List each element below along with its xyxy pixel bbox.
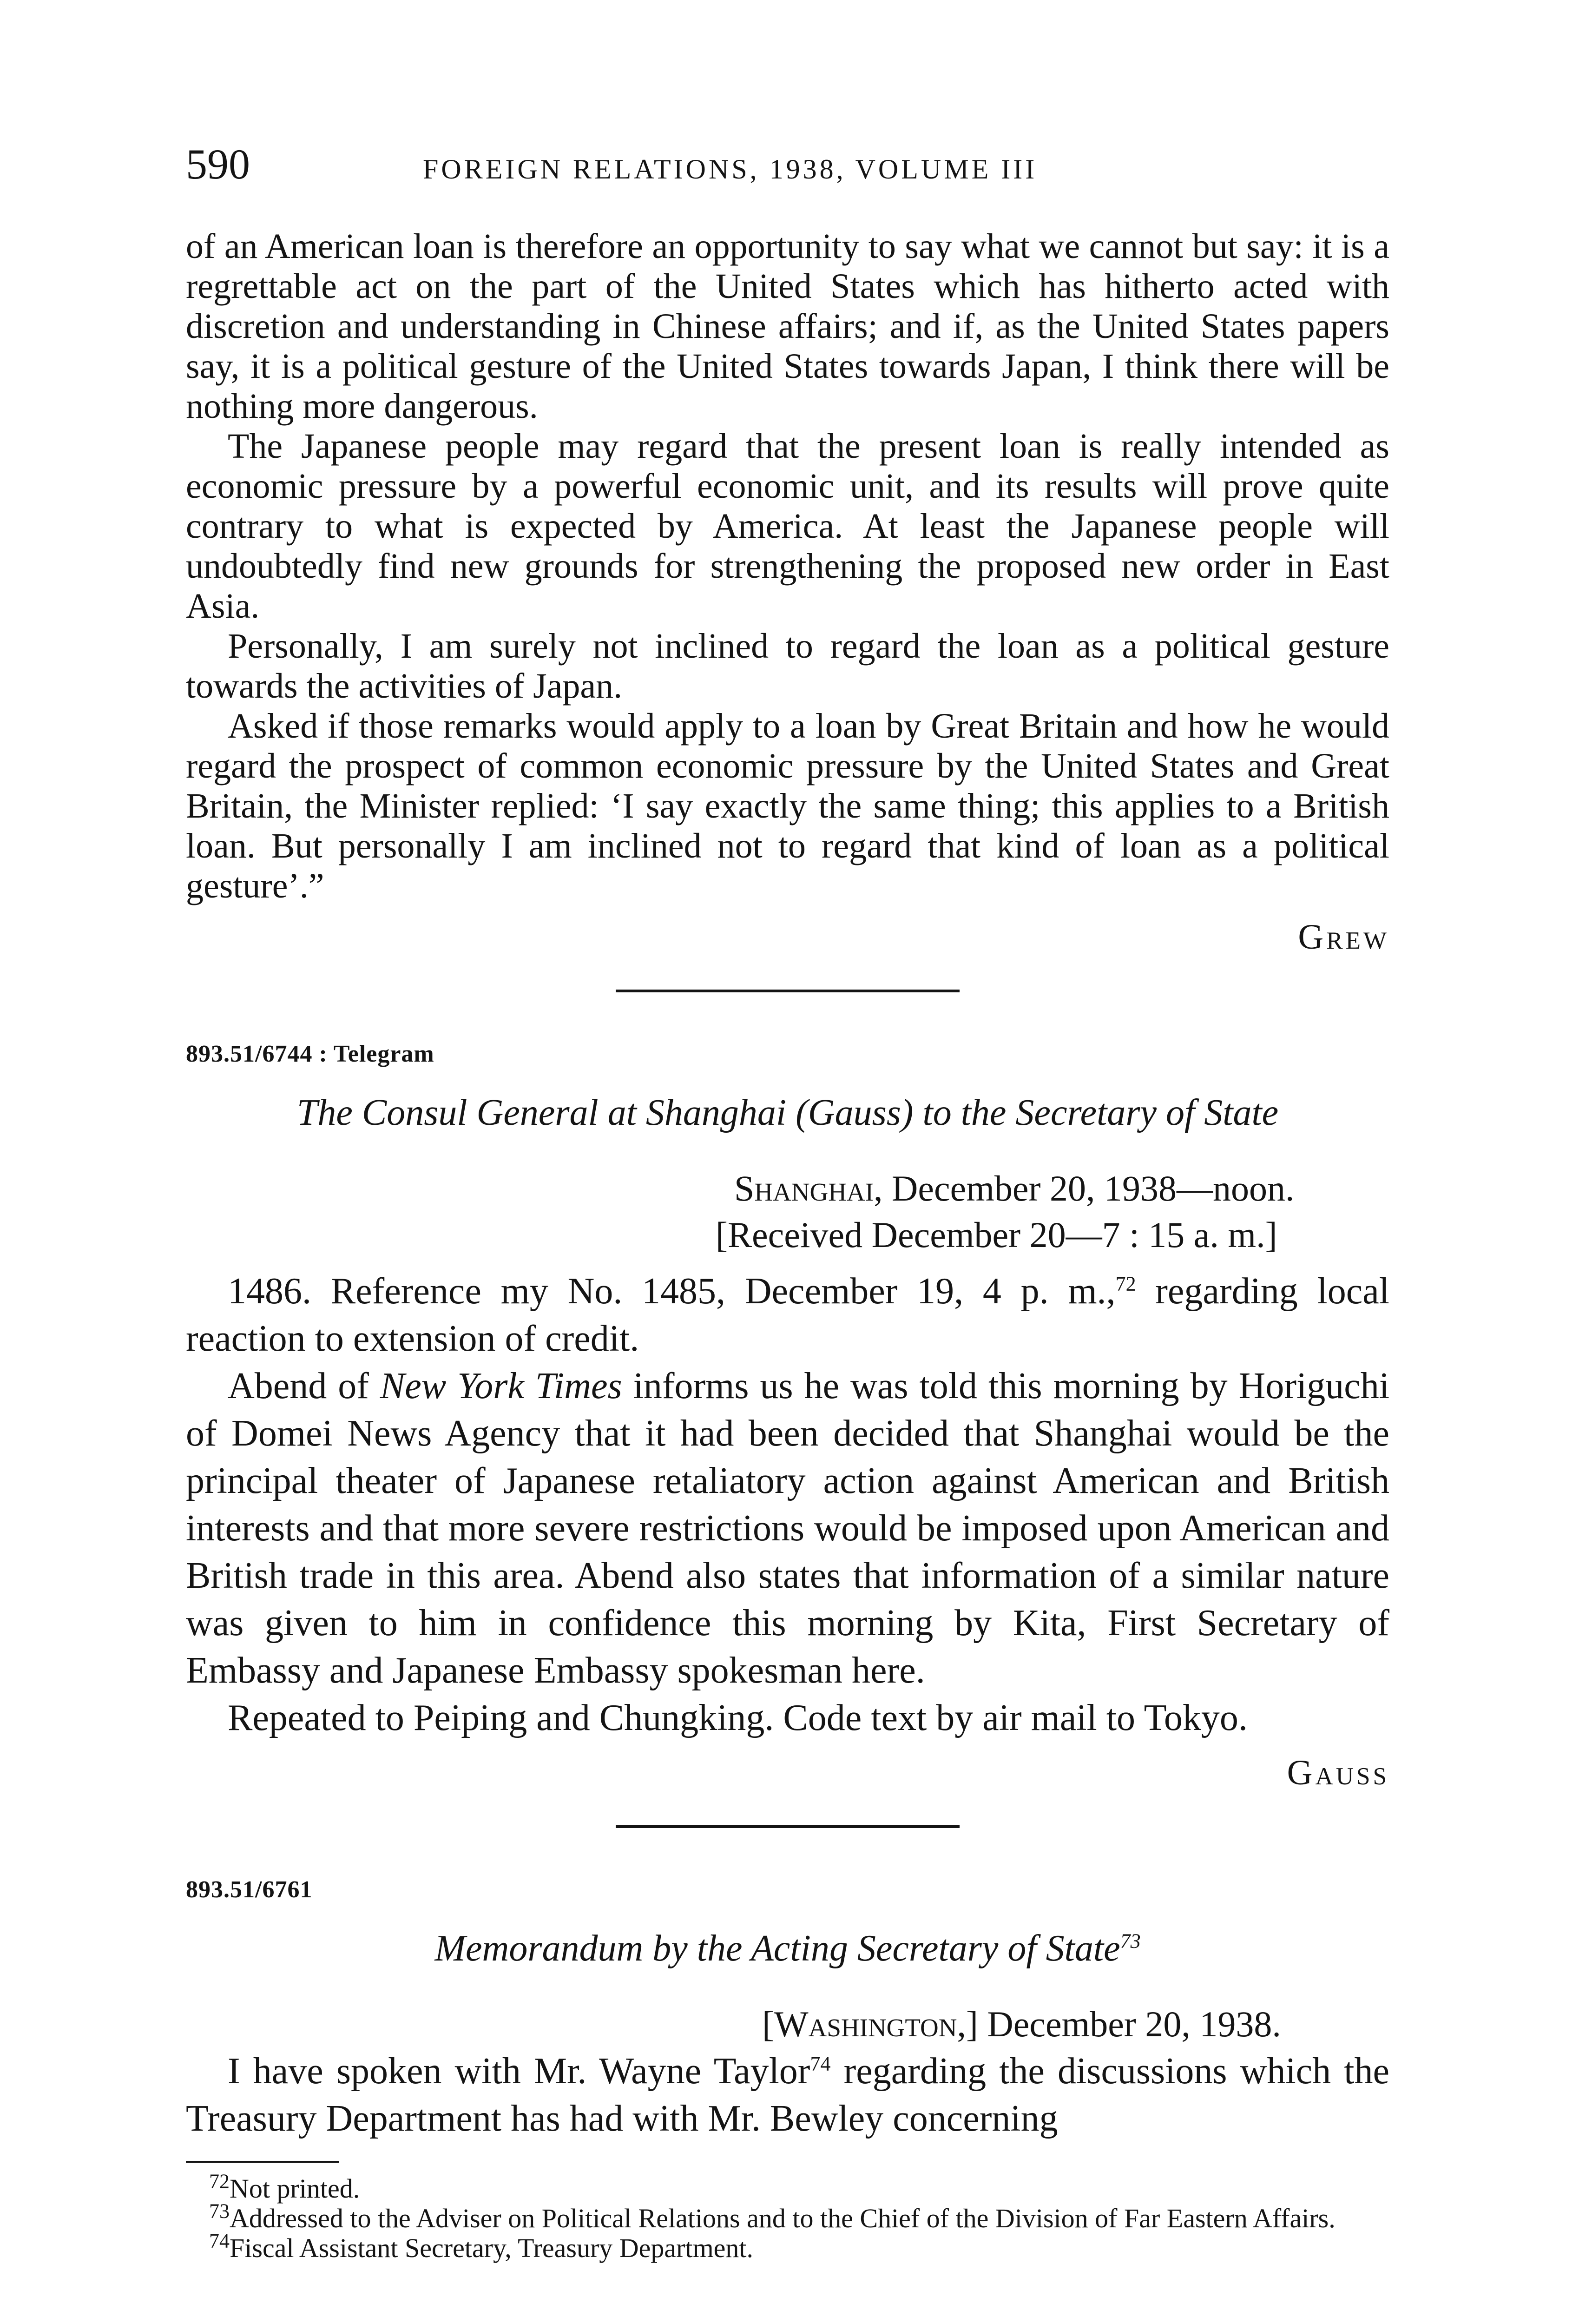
footnote-73 bbox=[186, 2199, 1389, 2233]
footnote-ref-74: 74 bbox=[810, 2052, 831, 2075]
telegram-p1-text: 1486. Reference my No. 1485, December 19, 4 p. m., bbox=[228, 1271, 1116, 1312]
telegram-paragraph-3: Repeated to Peiping and Chungking. Code text by air mail to Tokyo. bbox=[228, 1697, 1248, 1738]
footnote-ref-73: 73 bbox=[1120, 1929, 1141, 1953]
telegram-p2-text: Abend of bbox=[228, 1366, 380, 1406]
footnote-number: 74 bbox=[209, 2229, 230, 2252]
telegram-received: [Received December 20—7 : 15 a. m.] bbox=[716, 1215, 1277, 1255]
footnotes bbox=[186, 2170, 1389, 2263]
memo-date: ,] December 20, 1938. bbox=[957, 2004, 1281, 2044]
newspaper-name: New York Times bbox=[380, 1366, 622, 1406]
telegram-p1-text-cont: regarding local reaction to extension of credit. bbox=[186, 1271, 1389, 1359]
telegram-signature: Gauss bbox=[1287, 1753, 1389, 1792]
memo-title bbox=[186, 1928, 1389, 1968]
grew-paragraph-3: Personally, I am surely not inclined to regard the loan as a political gesture towards the activities of Japan. bbox=[186, 627, 1389, 706]
telegram-paragraph-1 bbox=[186, 1268, 1389, 1362]
running-head: FOREIGN RELATIONS, 1938, VOLUME III bbox=[423, 154, 1038, 185]
telegram-paragraph-2 bbox=[186, 1362, 1389, 1694]
page-content bbox=[186, 140, 1390, 2263]
footnote-number: 73 bbox=[209, 2199, 230, 2223]
memo-p1-text: I have spoken with Mr. Wayne Taylor bbox=[228, 2051, 810, 2092]
memo-title-text: Memorandum by the Acting Secretary of State bbox=[434, 1928, 1120, 1969]
memo-reference: 893.51/6761 bbox=[186, 1876, 313, 1903]
memo-dateline-open: [ bbox=[762, 2004, 774, 2044]
telegram-place: Shanghai bbox=[734, 1168, 874, 1208]
footnote-divider bbox=[186, 2161, 339, 2163]
footnote-74 bbox=[186, 2229, 1389, 2263]
section-divider-2 bbox=[616, 1825, 960, 1828]
footnote-72 bbox=[186, 2170, 1389, 2204]
telegram-reference: 893.51/6744 : Telegram bbox=[186, 1041, 434, 1067]
grew-paragraph-2: The Japanese people may regard that the present loan is really intended as economic pressure by a powerful economic unit, and its results will prove quite contrary to what is expected by America. At least the Japanese people will undoubtedly find new grounds for strengthening the proposed new order in East Asia. bbox=[186, 427, 1389, 626]
footnote-ref-72: 72 bbox=[1115, 1272, 1136, 1295]
telegram-p2-text-cont: informs us he was told this morning by Horiguchi of Domei News Agency that it had been decided that Shanghai would be the principal theater of Japanese retaliatory action against American and British interests and that more severe restrictions would be imposed upon American and British trade in this area. Abend also states that information of a similar nature was given to him in confidence this morning by Kita, First Secretary of Embassy and Japanese Embassy spokesman here. bbox=[186, 1366, 1390, 1691]
memo-dateline bbox=[186, 2001, 1389, 2047]
footnote-text: Not printed. bbox=[230, 2173, 360, 2204]
footnote-text: Addressed to the Adviser on Political Relations and to the Chief of the Division of Far Eastern Affairs. bbox=[230, 2203, 1336, 2233]
telegram-title: The Consul General at Shanghai (Gauss) to the Secretary of State bbox=[296, 1092, 1279, 1133]
grew-signature: Grew bbox=[1298, 918, 1389, 957]
telegram-dateline bbox=[186, 1165, 1389, 1212]
footnote-text: Fiscal Assistant Secretary, Treasury Department. bbox=[230, 2233, 754, 2263]
memo-place: Washington bbox=[774, 2004, 957, 2044]
section-divider bbox=[616, 990, 960, 992]
memo-p1-text-cont: regarding the discussions which the Treasury Department has had with Mr. Bewley concerning bbox=[186, 2051, 1390, 2139]
telegram-date: , December 20, 1938—noon. bbox=[874, 1168, 1295, 1208]
grew-paragraph-4: Asked if those remarks would apply to a loan by Great Britain and how he would regard the prospect of common economic pressure by the United States and Great Britain, the Minister replied: ‘I say exactly the same thing; this applies to a British loan. But personally I am inclined not to regard that kind of loan as a political gesture’.” bbox=[186, 706, 1389, 905]
grew-paragraph-1: of an American loan is therefore an opportunity to say what we cannot but say: it is a regrettable act on the part of the United States which has hitherto acted with discretion and understanding in Chinese affairs; and if, as the United States papers say, it is a political gesture of the United States towards Japan, I think there will be nothing more dangerous. bbox=[186, 227, 1389, 426]
page-header bbox=[186, 140, 1389, 189]
memo-paragraph-1 bbox=[186, 2047, 1389, 2142]
page-number: 590 bbox=[186, 140, 250, 188]
footnote-number: 72 bbox=[209, 2170, 230, 2193]
